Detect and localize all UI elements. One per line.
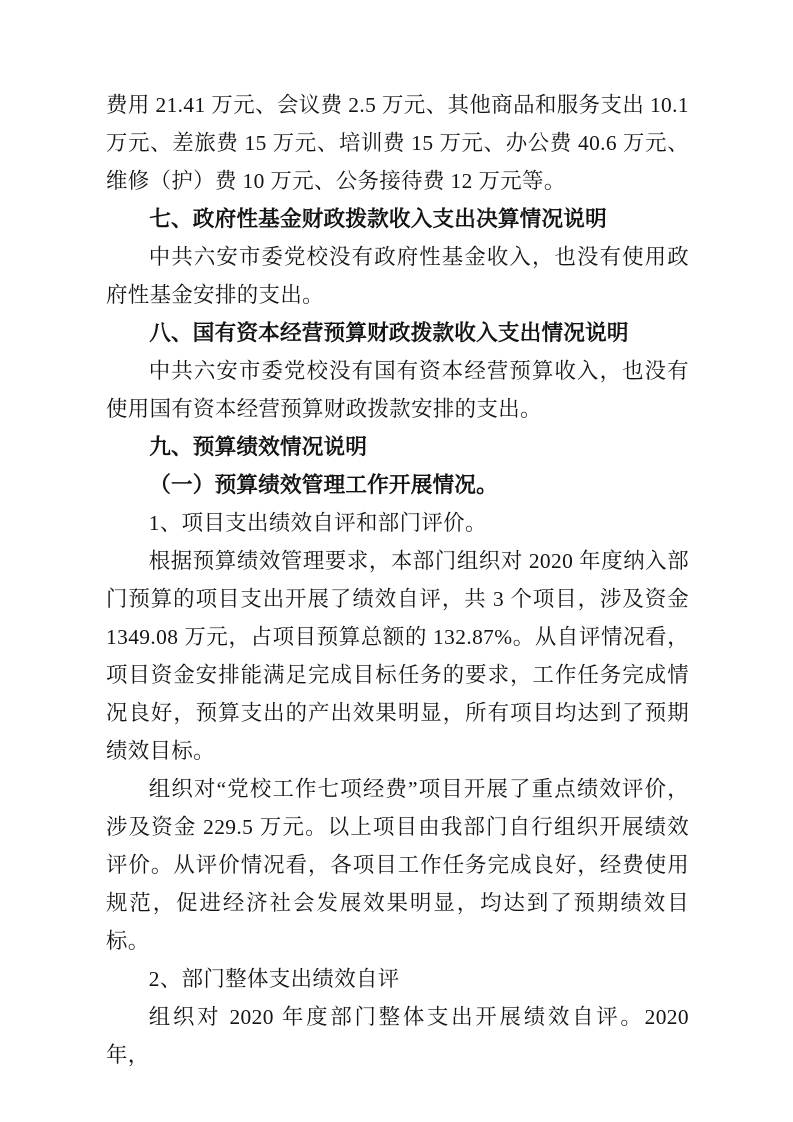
heading-section-7-government-funds: 七、政府性基金财政拨款收入支出决算情况说明 bbox=[149, 206, 607, 231]
paragraph-expense-breakdown: 费用 21.41 万元、会议费 2.5 万元、其他商品和服务支出 10.1 万元、差旅费 15 万元、培训费 15 万元、办公费 40.6 万元、维修（护）费 10 万元、公务接待费 12 万元等。 bbox=[106, 93, 689, 193]
paragraph-key-performance-evaluation: 组织对“党校工作七项经费”项目开展了重点绩效评价，涉及资金 229.5 万元。以上项目由我部门自行组织开展绩效评价。从评价情况看，各项目工作任务完成良好，经费使用规范，促进经济社会发展效果明显，均达到了预期绩效目标。 bbox=[106, 777, 689, 953]
heading-section-8-state-capital: 八、国有资本经营预算财政拨款收入支出情况说明 bbox=[149, 320, 629, 345]
paragraph-item-1-project-self-evaluation-title: 1、项目支出绩效自评和部门评价。 bbox=[148, 511, 487, 535]
heading-subsection-1-performance-management: （一）预算绩效管理工作开展情况。 bbox=[149, 472, 498, 497]
paragraph-project-self-evaluation-detail: 根据预算绩效管理要求，本部门组织对 2020 年度纳入部门预算的项目支出开展了绩效自评，共 3 个项目，涉及资金 1349.08 万元，占项目预算总额的 132.87%。从自评情况看，项目资金安排能满足完成目标任务的要求，工作任务完成情况良好，预算支出的产出效果明显，所有项目均达到了预期绩效目标。 bbox=[106, 549, 689, 763]
paragraph-state-capital-statement: 中共六安市委党校没有国有资本经营预算收入，也没有使用国有资本经营预算财政拨款安排的支出。 bbox=[106, 359, 689, 421]
heading-section-9-budget-performance: 九、预算绩效情况说明 bbox=[149, 434, 368, 459]
paragraph-department-overall-detail: 组织对 2020 年度部门整体支出开展绩效自评。2020 年， bbox=[106, 1005, 689, 1067]
paragraph-item-2-department-overall-title: 2、部门整体支出绩效自评 bbox=[148, 967, 400, 991]
paragraph-government-funds-statement: 中共六安市委党校没有政府性基金收入，也没有使用政府性基金安排的支出。 bbox=[106, 245, 689, 307]
